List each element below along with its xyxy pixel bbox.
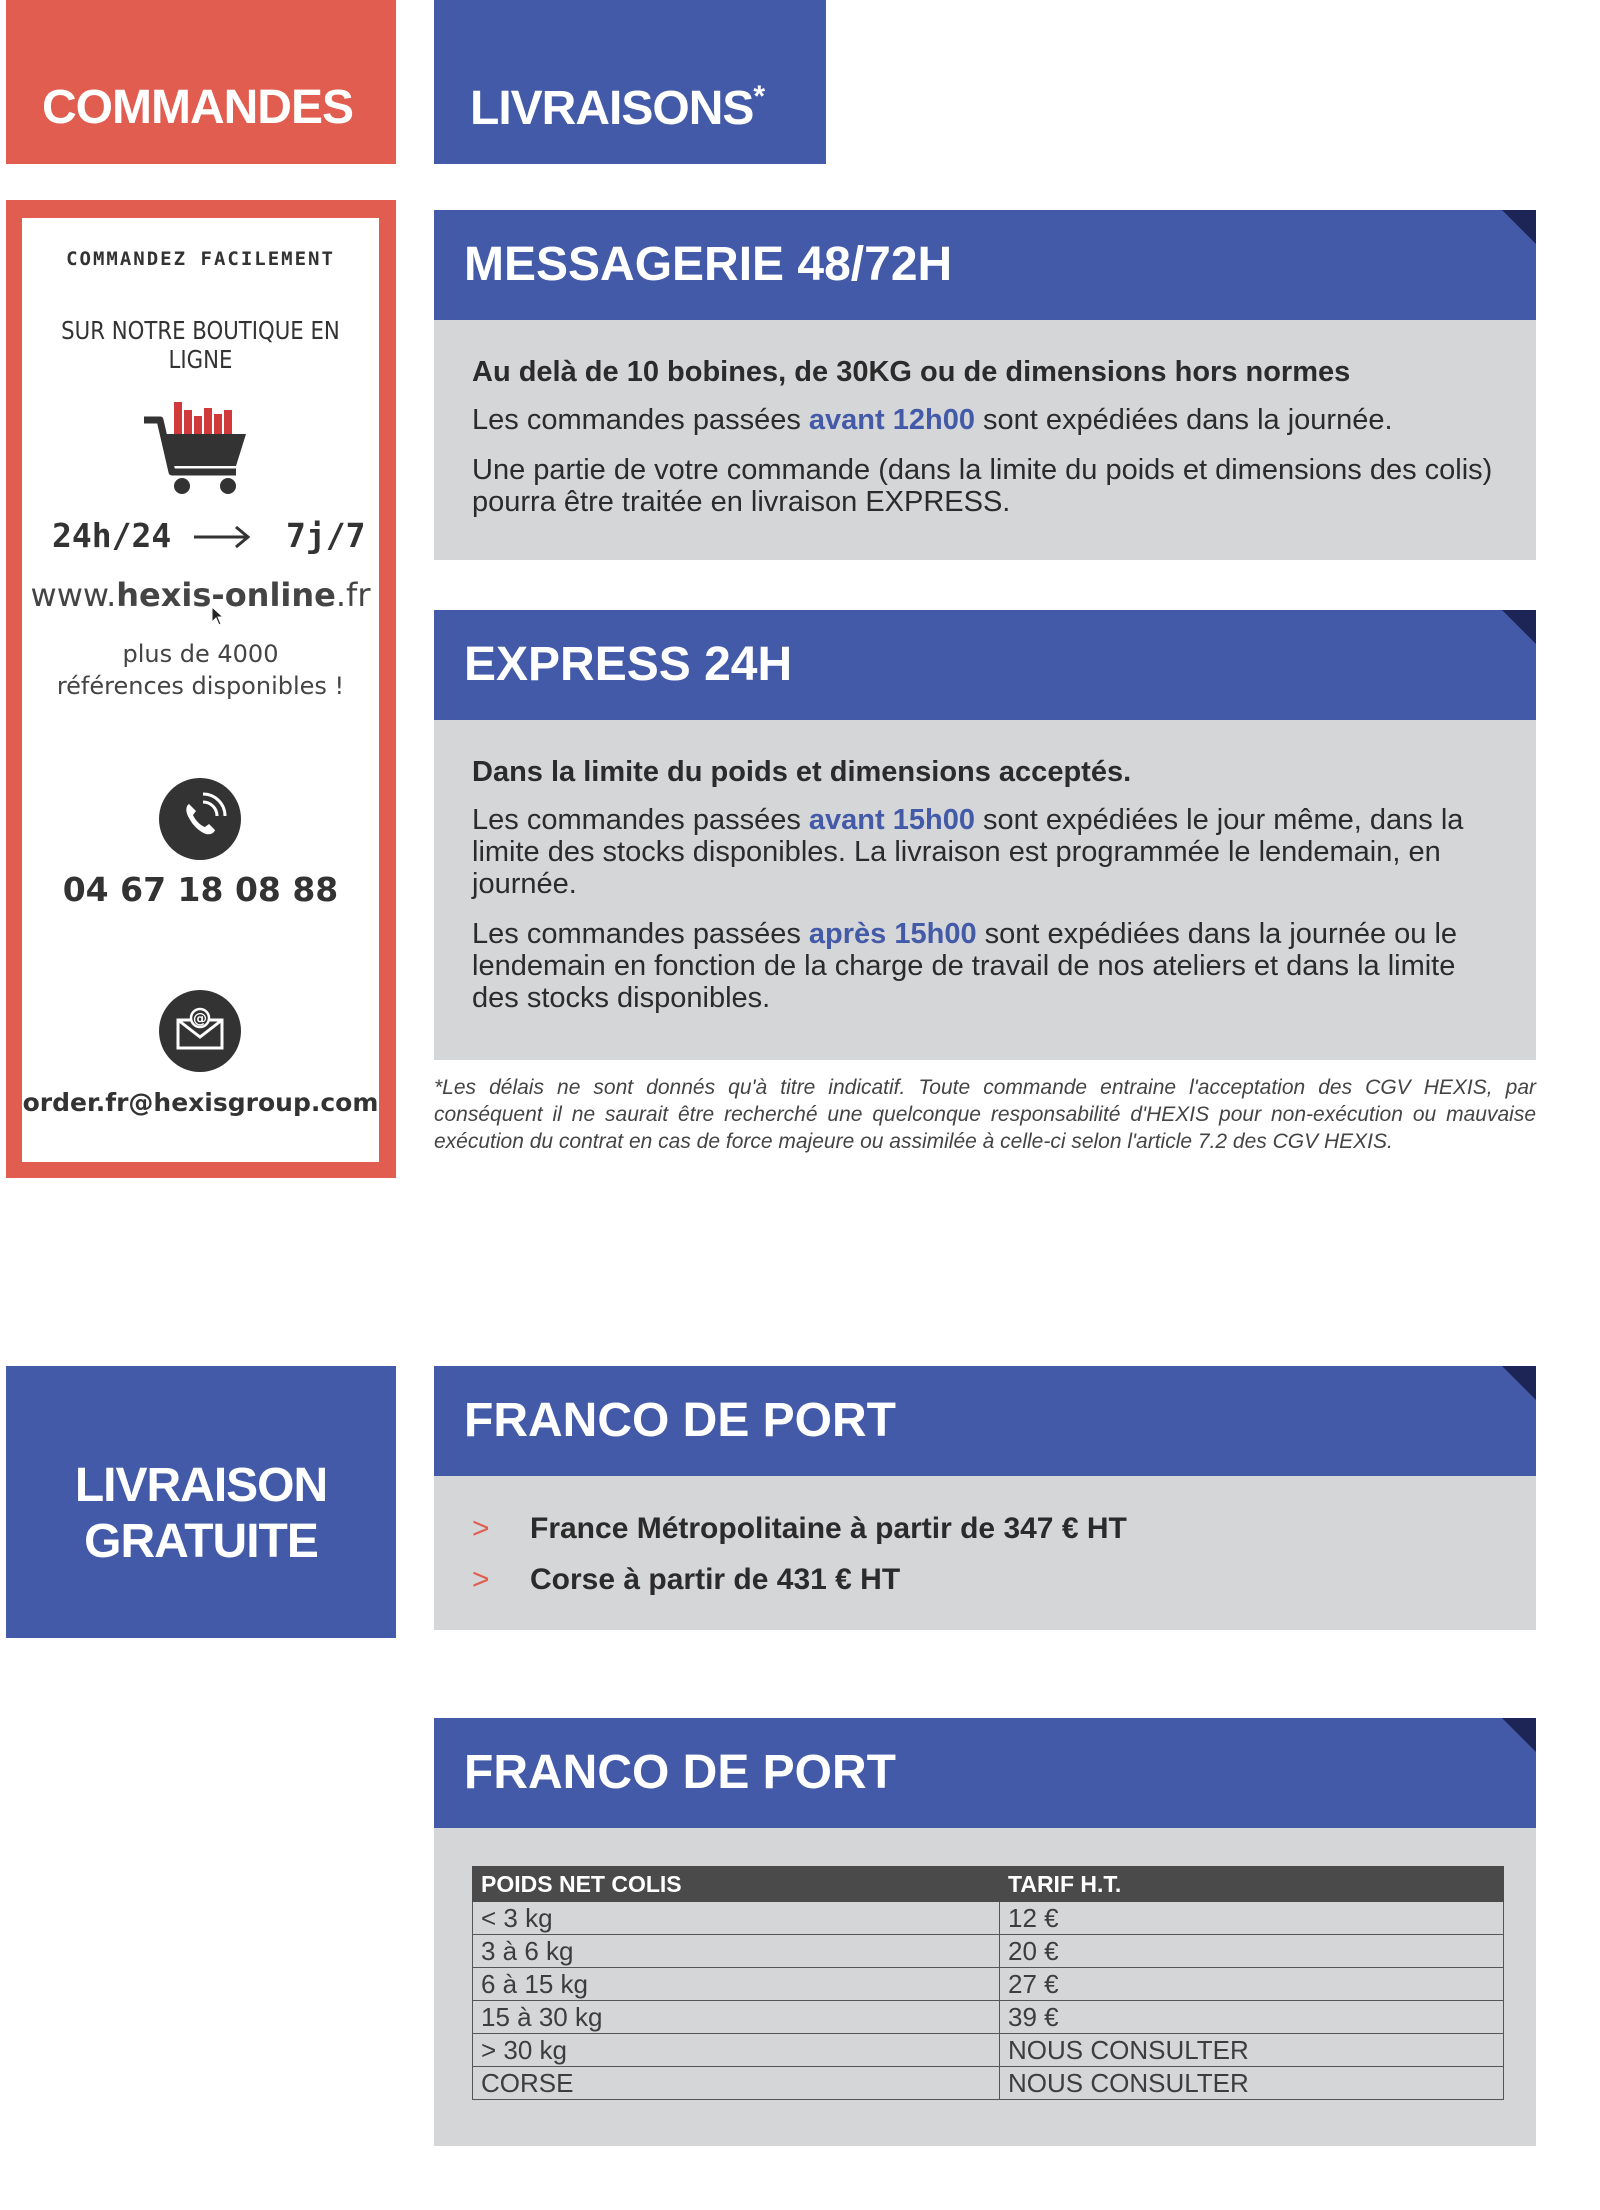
table-cell-weight: 15 à 30 kg xyxy=(473,2001,1000,2034)
table-cell-weight: CORSE xyxy=(473,2067,1000,2100)
free-delivery-block xyxy=(6,1366,396,1638)
express-paragraph-2 xyxy=(472,918,1498,1014)
order-box-subheading: SUR NOTRE BOUTIQUE EN LIGNE xyxy=(61,316,340,374)
table-cell-price: 12 € xyxy=(1000,1902,1504,1935)
table-cell-price: NOUS CONSULTER xyxy=(1000,2067,1504,2100)
hours-label: 24h/24 xyxy=(52,516,172,555)
franco-item xyxy=(472,1510,1498,1548)
table-cell-price: 20 € xyxy=(1000,1935,1504,1968)
free-delivery-line-2: GRATUITE xyxy=(84,1515,318,1568)
table-cell-weight: > 30 kg xyxy=(473,2034,1000,2067)
franco-item-label: Corse à partir de 431 € HT xyxy=(530,1563,901,1596)
page-curl-icon xyxy=(1502,210,1536,244)
table-cell-weight: 3 à 6 kg xyxy=(473,1935,1000,1968)
table-cell-weight: < 3 kg xyxy=(473,1902,1000,1935)
table-row xyxy=(473,2067,1504,2100)
express-p1-text-end: sont expédiées le jour même, dans la limite des stocks disponibles. La livraison est programmée le lendemain, en journée. xyxy=(472,804,1464,900)
table-row xyxy=(473,1935,1504,1968)
messagerie-body xyxy=(434,320,1536,560)
bullet-chevron-icon: > xyxy=(472,1512,490,1545)
franco-title-1: FRANCO DE PORT xyxy=(464,1394,896,1447)
franco-item xyxy=(472,1561,1498,1599)
page-curl-icon xyxy=(1502,1366,1536,1400)
email-address[interactable]: order.fr@hexisgroup.com xyxy=(22,1088,379,1117)
franco-body-1 xyxy=(434,1476,1536,1630)
refs-line-2: références disponibles ! xyxy=(56,672,345,700)
messagerie-p1-text: Les commandes passées xyxy=(472,404,809,436)
express-p2-highlight: après 15h00 xyxy=(808,918,977,950)
table-cell-price: NOUS CONSULTER xyxy=(1000,2034,1504,2067)
express-bold-line: Dans la limite du poids et dimensions acceptés. xyxy=(472,756,1132,788)
order-box xyxy=(22,218,379,1162)
page-curl-icon xyxy=(1502,1718,1536,1752)
table-header-weight: POIDS NET COLIS xyxy=(473,1867,1000,1902)
phone-icon xyxy=(159,778,241,860)
table-row xyxy=(473,1902,1504,1935)
deliveries-header-label: LIVRAISONS xyxy=(470,82,754,135)
table-header-price: TARIF H.T. xyxy=(1000,1867,1504,1902)
deliveries-header xyxy=(434,0,826,164)
express-body xyxy=(434,720,1536,1060)
svg-text:@: @ xyxy=(193,1011,207,1027)
express-p2-text-end: sont expédiées dans la journée ou le lendemain en fonction de la charge de travail de nos ateliers et dans la limite des stocks disponibles. xyxy=(472,918,1458,1014)
free-delivery-title xyxy=(6,1458,396,1570)
bullet-chevron-icon: > xyxy=(472,1563,490,1596)
free-delivery-line-1: LIVRAISON xyxy=(74,1459,328,1512)
table-row xyxy=(473,2001,1504,2034)
franco-title-2: FRANCO DE PORT xyxy=(464,1746,896,1799)
cursor-icon xyxy=(211,606,225,626)
franco-header-2 xyxy=(434,1718,1536,1828)
table-cell-price: 39 € xyxy=(1000,2001,1504,2034)
messagerie-header xyxy=(434,210,1536,320)
shop-link-domain: hexis-online xyxy=(116,576,336,614)
franco-header-1 xyxy=(434,1366,1536,1476)
table-row xyxy=(473,2034,1504,2067)
shopping-cart-icon xyxy=(142,388,262,500)
shop-link-suffix: .fr xyxy=(335,576,371,614)
deliveries-footnote-mark: * xyxy=(753,80,765,113)
shop-link-prefix: www. xyxy=(30,576,117,614)
table-cell-price: 27 € xyxy=(1000,1968,1504,2001)
express-paragraph-1 xyxy=(472,804,1498,900)
orders-header-title: COMMANDES xyxy=(42,81,353,134)
franco-body-2 xyxy=(434,1828,1536,2146)
email-icon xyxy=(159,990,241,1072)
orders-header xyxy=(6,0,396,164)
days-label: 7j/7 xyxy=(286,516,366,555)
express-p2-text: Les commandes passées xyxy=(472,918,809,950)
messagerie-paragraph-2: Une partie de votre commande (dans la limite du poids et dimensions des colis) pourra être traitée en livraison EXPRESS. xyxy=(472,454,1493,518)
table-row xyxy=(473,1968,1504,2001)
express-title: EXPRESS 24H xyxy=(464,638,793,691)
table-cell-weight: 6 à 15 kg xyxy=(473,1968,1000,2001)
express-p1-text: Les commandes passées xyxy=(472,804,809,836)
messagerie-bold-line: Au delà de 10 bobines, de 30KG ou de dimensions hors normes xyxy=(472,356,1351,388)
express-p1-highlight: avant 15h00 xyxy=(808,804,975,836)
order-box-heading: COMMANDEZ FACILEMENT xyxy=(66,248,335,270)
messagerie-paragraph-1 xyxy=(472,404,1498,436)
tariff-table xyxy=(472,1866,1504,2100)
express-header xyxy=(434,610,1536,720)
messagerie-p1-highlight: avant 12h00 xyxy=(808,404,975,436)
refs-line-1: plus de 4000 xyxy=(122,640,279,668)
page-curl-icon xyxy=(1502,610,1536,644)
messagerie-title: MESSAGERIE 48/72H xyxy=(464,238,953,291)
franco-item-label: France Métropolitaine à partir de 347 € HT xyxy=(530,1512,1127,1545)
deliveries-header-title xyxy=(470,80,764,136)
disclaimer-note: *Les délais ne sont donnés qu'à titre indicatif. Toute commande entraine l'acceptation des CGV HEXIS, par conséquent il ne saurait être recherché une quelconque responsabilité d'HEXIS pour non-exécution ou mauvaise exécution du contrat en cas de force majeure ou assimilée à celle-ci selon l'article 7.2 des CGV HEXIS. xyxy=(434,1076,1536,1153)
messagerie-p1-text-end: sont expédiées dans la journée. xyxy=(974,404,1393,436)
phone-number[interactable]: 04 67 18 08 88 xyxy=(62,870,339,909)
shop-link[interactable] xyxy=(22,576,379,614)
table-header-row xyxy=(473,1867,1504,1902)
arrow-right-icon xyxy=(192,522,252,552)
